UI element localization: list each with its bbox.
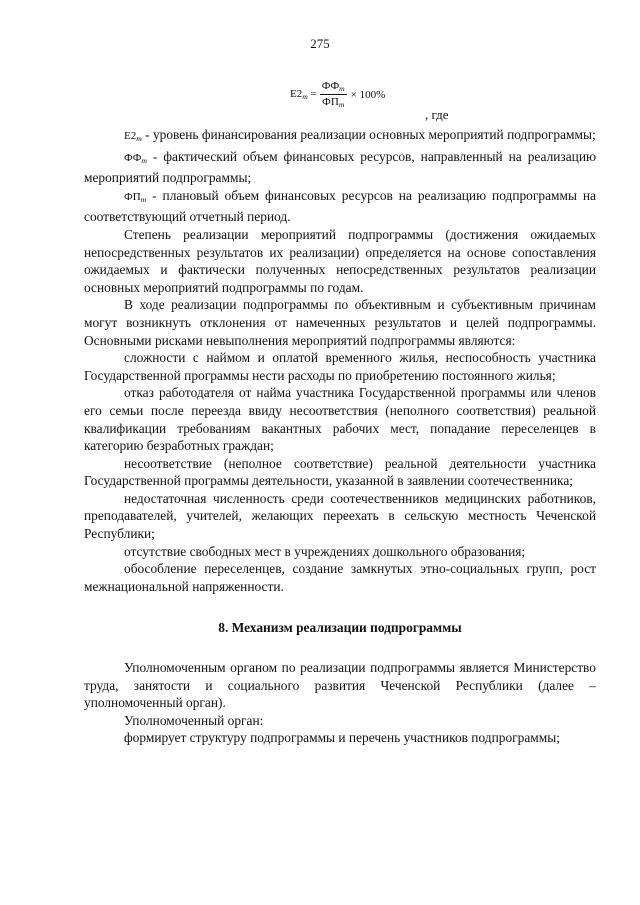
definition-symbol-sub: m	[141, 155, 147, 165]
formula-where: , где	[425, 107, 449, 122]
definition-ff	[84, 148, 596, 187]
formula-lhs	[290, 88, 317, 101]
paragraph-authorized-body: Уполномоченным органом по реализации подпрограммы является Министерство труда, занятости и социального развития Чеченской Республики (далее – уполномоченный орган).	[84, 660, 596, 711]
formula-lhs-symbol: E2	[290, 88, 303, 100]
risk-item-housing: сложности с наймом и оплатой временного жилья, неспособность участника Государственной программы нести расходы по приобретению постоянного жилья;	[84, 350, 596, 383]
formula-denominator	[320, 95, 346, 109]
definition-e2	[84, 126, 596, 148]
formula-fraction	[320, 80, 347, 109]
definition-symbol	[124, 152, 147, 164]
page-body	[84, 126, 596, 747]
formula-numerator-subscript: m	[339, 84, 345, 93]
paragraph-implementation-degree: Степень реализации мероприятий подпрограммы (достижения ожидаемых непосредственных результатов их реализации) определяется на основе сопоставления ожидаемых и фактически полученных непосредственных результатов реализации основных мероприятий подпрограммы по годам.	[84, 226, 596, 295]
risk-item-specialist-shortage: недостаточная численность среди соотечественников медицинских работников, преподавателей, учителей, желающих переехать в сельскую местность Чеченской Республики;	[84, 490, 596, 542]
paragraph-authorized-body-label: Уполномоченный орган:	[124, 712, 264, 728]
formula-numerator	[320, 80, 347, 95]
financing-formula	[290, 80, 385, 109]
risk-item-preschool: отсутствие свободных мест в учреждениях дошкольного образования;	[124, 543, 526, 559]
definition-symbol-text: ФП	[124, 190, 141, 203]
formula-equals: =	[310, 88, 317, 100]
definition-text: - фактический объем финансовых ресурсов, направленный на реализацию мероприятий подпрограммы;	[84, 148, 596, 186]
section-heading: 8. Механизм реализации подпрограммы	[218, 620, 462, 636]
definition-text: - уровень финансирования реализации основных мероприятий подпрограммы;	[141, 127, 596, 142]
formula-lhs-subscript: m	[302, 92, 308, 101]
definition-symbol	[124, 191, 146, 203]
definition-symbol	[124, 130, 142, 142]
formula-multiplier: × 100%	[350, 88, 386, 101]
definition-fp	[84, 187, 596, 226]
paragraph-forms-structure: формирует структуру подпрограммы и перечень участников подпрограммы;	[124, 730, 560, 746]
risk-item-employer-refusal: отказ работодателя от найма участника Государственной программы или членов его семьи после переезда ввиду несоответствия (неполного соответствия) реальной квалификации требованиям вакантных рабочих мест, попадание переселенцев в категорию безработных граждан;	[84, 385, 596, 454]
risk-item-isolation: обособление переселенцев, создание замкнутых этно-социальных групп, рост межнациональной напряженности.	[84, 561, 596, 594]
formula-numerator-symbol: ФФ	[321, 80, 340, 92]
risk-item-activity-mismatch: несоответствие (неполное соответствие) реальной деятельности участника Государственной программы деятельности, указанной в заявлении соотечественника;	[84, 455, 596, 489]
definition-symbol-text: E2	[124, 130, 137, 142]
paragraph-risks-intro: В ходе реализации подпрограммы по объективным и субъективным причинам могут возникнуть отклонения от намеченных результатов и целей подпрограммы. Основными рисками невыполнения мероприятий подпрограммы являются:	[84, 297, 596, 348]
definition-symbol-sub: m	[136, 134, 142, 143]
formula-denominator-subscript: m	[338, 100, 345, 109]
formula-denominator-symbol: ФП	[322, 96, 339, 108]
definition-text: - плановый объем финансовых ресурсов на реализацию подпрограммы на соответствующий отчетный период.	[84, 187, 596, 225]
definition-symbol-text: ФФ	[124, 151, 142, 164]
page-number: 275	[310, 36, 330, 51]
definition-symbol-sub: m	[140, 194, 147, 204]
